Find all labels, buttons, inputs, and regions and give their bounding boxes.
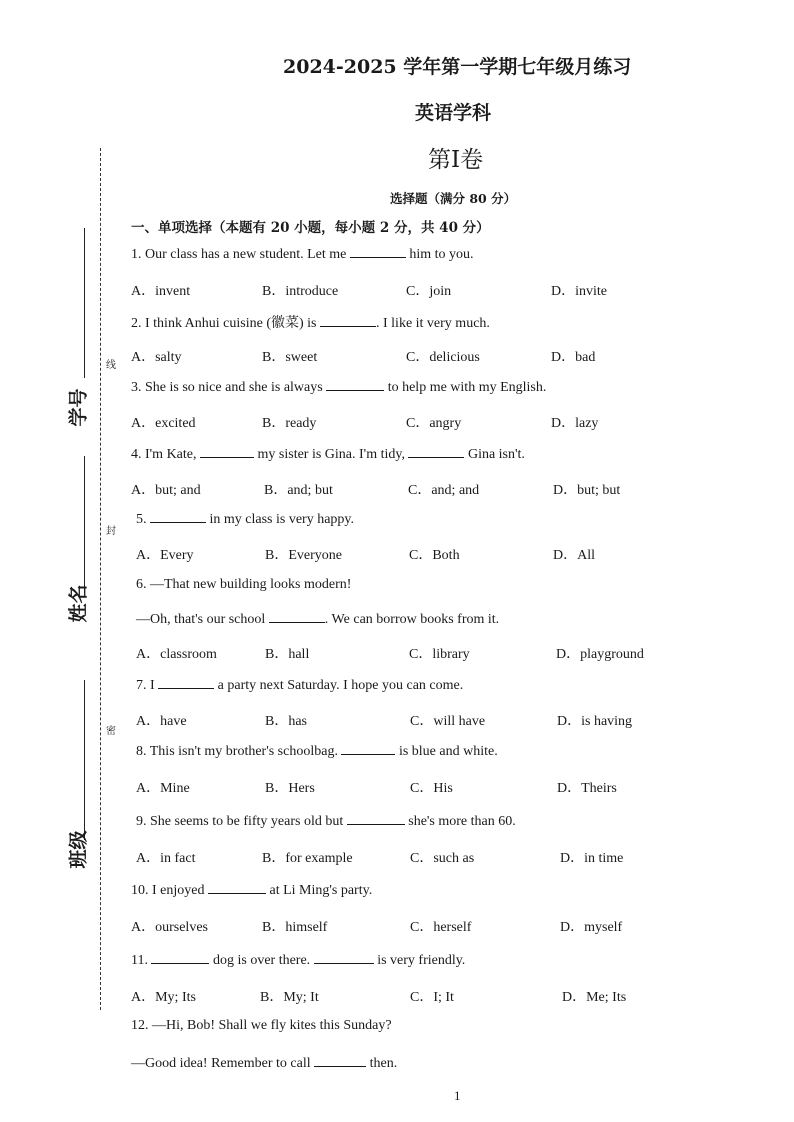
question-text: my sister is Gina. I'm tidy, <box>257 447 405 462</box>
question-text: then. <box>369 1056 398 1071</box>
option-c: C．His <box>410 781 453 796</box>
option-d: D．myself <box>560 920 623 935</box>
answer-blank <box>208 881 266 894</box>
question-text: . I like it very much. <box>376 316 490 331</box>
option-d: D．invite <box>551 284 607 299</box>
answer-blank <box>158 676 214 689</box>
option-a: A．classroom <box>136 647 217 662</box>
question-text: She is so nice and she is always <box>145 380 323 395</box>
paper-title: 第I卷 <box>428 147 484 173</box>
question-number: 12. <box>131 1018 149 1033</box>
answer-blank <box>151 951 209 964</box>
question-3 <box>131 378 546 396</box>
question-number: 3. <box>131 380 142 395</box>
student-id-label: 学号 <box>67 388 90 427</box>
option-b: B．for example <box>262 851 353 866</box>
question-text: she's more than 60. <box>408 814 516 829</box>
question-6 <box>136 577 351 593</box>
question-text: him to you. <box>409 247 474 262</box>
question-text: I enjoyed <box>152 883 205 898</box>
exam-title: 2024-2025 学年第一学期七年级月练习 <box>283 56 632 78</box>
option-c: C．I; It <box>410 990 454 1005</box>
question-text: This isn't my brother's schoolbag. <box>149 744 338 759</box>
option-a: A．have <box>136 714 187 729</box>
question-text: —Hi, Bob! Shall we fly kites this Sunday? <box>152 1018 392 1033</box>
section-heading: 一、单项选择（本题有 20 小题，每小题 2 分，共 40 分） <box>131 220 490 236</box>
question-number: 9. <box>136 814 147 829</box>
option-b: B．introduce <box>262 284 339 299</box>
option-d: D．Theirs <box>557 781 617 796</box>
question-text: is blue and white. <box>398 744 498 759</box>
answer-blank <box>326 378 384 391</box>
page-number: 1 <box>454 1088 461 1103</box>
option-a: A．but; and <box>131 483 201 498</box>
option-c: C．and; and <box>408 483 480 498</box>
option-c: C．library <box>409 647 470 662</box>
answer-blank <box>269 610 325 623</box>
answer-blank <box>341 742 395 755</box>
option-b: B．sweet <box>262 350 318 365</box>
question-8 <box>136 742 498 760</box>
question-number: 8. <box>136 744 147 759</box>
question-text: is very friendly. <box>377 953 466 968</box>
score-note: 选择题（满分 80 分） <box>390 191 517 206</box>
binding-dashed-line <box>100 148 101 1010</box>
question-9 <box>136 812 516 830</box>
question-2 <box>131 312 490 332</box>
option-a: A．invent <box>131 284 191 299</box>
question-number: 2. <box>131 316 142 331</box>
class-line <box>84 680 85 840</box>
question-number: 10. <box>131 883 149 898</box>
option-a: A．in fact <box>136 851 196 866</box>
question-text: at Li Ming's party. <box>269 883 373 898</box>
option-d: D．playground <box>556 647 644 662</box>
question-number: 4. <box>131 447 142 462</box>
option-d: D．bad <box>551 350 596 365</box>
question-number: 11. <box>131 953 148 968</box>
question-4 <box>131 445 525 463</box>
answer-blank <box>350 245 406 258</box>
option-c: C．will have <box>410 714 486 729</box>
answer-blank <box>314 951 374 964</box>
option-c: C．such as <box>410 851 475 866</box>
option-c: C．Both <box>409 548 460 563</box>
option-a: A．salty <box>131 350 182 365</box>
question-number: 1. <box>131 247 142 262</box>
option-b: B．My; It <box>260 990 319 1005</box>
answer-blank <box>314 1054 366 1067</box>
option-a: A．excited <box>131 416 196 431</box>
question-text: I think Anhui cuisine (徽菜) is <box>145 316 317 331</box>
answer-blank <box>347 812 405 825</box>
option-b: B．hall <box>265 647 310 662</box>
answer-blank <box>408 445 464 458</box>
subject-title: 英语学科 <box>415 102 492 124</box>
option-c: C．herself <box>410 920 472 935</box>
option-d: D．lazy <box>551 416 599 431</box>
answer-blank <box>320 314 376 327</box>
question-text: She seems to be fifty years old but <box>150 814 344 829</box>
option-a: A．Every <box>136 548 194 563</box>
question-7 <box>136 676 463 694</box>
question-number: 5. <box>136 512 147 527</box>
question-text: . We can borrow books from it. <box>324 612 500 627</box>
question-6-line-2 <box>136 610 499 628</box>
option-d: D．is having <box>557 714 633 729</box>
option-a: A．ourselves <box>131 920 208 935</box>
question-text: a party next Saturday. I hope you can come. <box>217 678 464 693</box>
option-b: B．has <box>265 714 307 729</box>
question-text: I'm Kate, <box>145 447 197 462</box>
question-10 <box>131 881 372 899</box>
question-text: —Good idea! Remember to call <box>131 1056 311 1071</box>
option-b: B．Everyone <box>265 548 342 563</box>
name-label: 姓名 <box>67 584 90 623</box>
option-c: C．delicious <box>406 350 480 365</box>
question-number: 7. <box>136 678 147 693</box>
question-1 <box>131 245 474 263</box>
option-b: B．and; but <box>264 483 333 498</box>
question-text: Our class has a new student. Let me <box>145 247 347 262</box>
question-text: dog is over there. <box>212 953 311 968</box>
question-text: to help me with my English. <box>387 380 547 395</box>
question-5 <box>136 510 354 528</box>
answer-blank <box>150 510 206 523</box>
name-line <box>84 456 85 594</box>
question-text: —Oh, that's our school <box>136 612 266 627</box>
question-text: —That new building looks modern! <box>150 577 352 592</box>
option-a: A．My; Its <box>131 990 196 1005</box>
option-c: C．angry <box>406 416 462 431</box>
question-12-line-2 <box>131 1054 397 1072</box>
question-12 <box>131 1018 392 1034</box>
class-label: 班级 <box>67 830 90 869</box>
question-text: in my class is very happy. <box>209 512 355 527</box>
option-b: B．ready <box>262 416 317 431</box>
line-mark: 线 <box>106 360 116 371</box>
option-c: C．join <box>406 284 452 299</box>
question-11 <box>131 951 465 969</box>
option-d: D．All <box>553 548 595 563</box>
option-b: B．Hers <box>265 781 315 796</box>
student-id-line <box>84 228 85 378</box>
question-text: I <box>150 678 155 693</box>
option-d: D．in time <box>560 851 624 866</box>
question-text: Gina isn't. <box>467 447 525 462</box>
seal-mark: 封 <box>106 526 116 537</box>
question-number: 6. <box>136 577 147 592</box>
answer-blank <box>200 445 254 458</box>
fold-mark: 密 <box>106 726 116 737</box>
option-d: D．Me; Its <box>562 990 627 1005</box>
option-a: A．Mine <box>136 781 190 796</box>
option-d: D．but; but <box>553 483 621 498</box>
option-b: B．himself <box>262 920 328 935</box>
